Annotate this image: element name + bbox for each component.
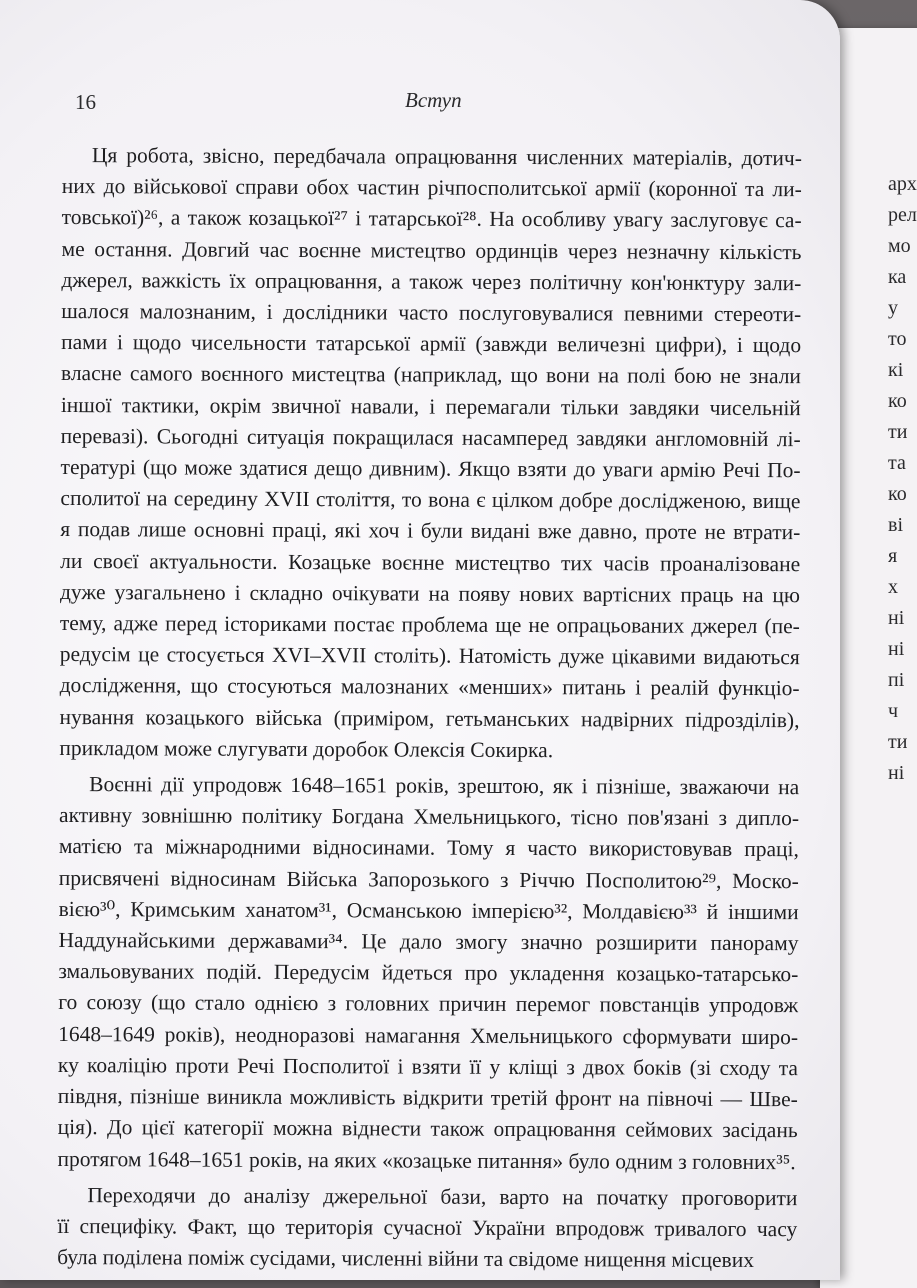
text-line: тему, адже перед істориками постає проблема ще не опрацьованих джерел (пе-	[59, 611, 800, 639]
text-line: іншої тактики, окрім звичної навали, і перемагали тільки завдяки чисельній	[60, 392, 801, 420]
text-line: пами і щодо чисельности татарської армії (завжди величезні цифри), і щодо	[61, 330, 802, 358]
facing-page-fragment: ні	[888, 607, 905, 629]
facing-page-fragment: я	[888, 545, 898, 567]
text-line: ме остання. Довгий час воєнне мистецтво ординців через незначну кількість	[61, 236, 802, 264]
text-line: півдня, пізніше виникла можливість відкрити третій фронт на півночі — Шве-	[57, 1084, 798, 1112]
paragraph	[57, 1180, 797, 1277]
text-line: її специфіку. Факт, що територія сучасної України впродовж тривалого часу	[57, 1213, 798, 1242]
paragraph	[59, 140, 802, 767]
text-line: Воєнні дії упродовж 1648–1651 років, зрештою, як і пізніше, зважаючи на	[89, 772, 800, 800]
facing-page-fragment: мо	[888, 235, 911, 257]
facing-page-fragment: кі	[888, 359, 904, 381]
text-line: я подав лише основні праці, які хоч і були видані вже давно, проте не втрати-	[60, 517, 801, 545]
text-line: дослідження, що стосуються малознаних «менших» питань і реалій функціо-	[59, 673, 800, 701]
text-line: була поділена поміж сусідами, численні війни та свідоме нищення місцевих	[57, 1245, 755, 1273]
text-line: ли своєї актуальности. Козацьке воєнне мистецтво тих часів проаналізоване	[60, 548, 801, 576]
text-line: Наддунайськими державами³⁴. Це дало змогу значно розширити панораму	[58, 928, 799, 956]
text-line: нування козацького війська (приміром, гетьманських надвірних підрозділів),	[59, 704, 800, 732]
facing-page-fragment: ти	[888, 731, 908, 753]
facing-page-fragment: та	[888, 452, 906, 474]
text-line: редусім це стосується XVI–XVII століть). Натомість дуже цікавими видаються	[59, 642, 800, 670]
text-line: Ця робота, звісно, передбачала опрацювання численних матеріалів, дотич-	[91, 143, 802, 171]
facing-page-fragment: ти	[888, 421, 908, 443]
text-line: дуже узагальнено і складно очікувати на появу нових вартісних праць на цю	[59, 579, 801, 608]
facing-page-fragment: ні	[888, 762, 905, 784]
facing-page-fragment: пі	[888, 669, 905, 691]
text-line: тературі (що може здатися дещо дивним). Якщо взяти до уваги армію Речі По-	[60, 455, 801, 483]
facing-page-fragment: ка	[888, 266, 907, 288]
body-text	[57, 140, 802, 1282]
facing-page-fragment: рел	[888, 204, 917, 226]
facing-page-fragment: ч	[888, 700, 899, 722]
text-line: шалося малознаним, і дослідники часто послуговувалися певними стереоти-	[61, 299, 802, 327]
text-line: матією та міжнародними відносинами. Тому я часто використовував праці,	[58, 834, 799, 862]
text-line: активну зовнішню політику Богдана Хмельницького, тісно пов'язані з дипло-	[59, 803, 800, 831]
facing-page-fragment: то	[888, 328, 907, 350]
text-line: товської)²⁶, а також козацької²⁷ і татарської²⁸. На особливу увагу заслуговує са-	[61, 205, 802, 233]
facing-page-fragment: ко	[888, 483, 907, 505]
text-line: джерел, важкість їх опрацювання, а також через політичну кон'юнктуру зали-	[61, 267, 802, 296]
facing-page-fragment: у	[888, 297, 898, 319]
text-line: ку коаліцію проти Речі Посполитої і взяти її у кліщі з двох боків (зі сходу та	[57, 1052, 799, 1081]
text-line: змальовуваних подій. Передусім йдеться про укладення козацько-татарсько-	[58, 959, 799, 987]
text-line: сполитої на середину XVII століття, то вона є цілком добре дослідженою, вище	[60, 486, 801, 514]
text-line: го союзу (що стало однією з головних причин перемог повстанців упродовж	[58, 990, 799, 1018]
running-head: Вступ	[405, 88, 462, 112]
text-line: протягом 1648–1651 років, на яких «козацьке питання» було одним з головних³⁵.	[57, 1146, 796, 1174]
text-line: них до військової справи обох частин річпосполитської армії (коронної та ли-	[61, 174, 802, 202]
facing-page-fragment: х	[888, 576, 898, 598]
text-line: перевазі). Сьогодні ситуація покращилася насамперед завдяки англомовній лі-	[60, 423, 801, 452]
paragraph	[57, 769, 799, 1178]
text-line: вією³⁰, Кримським ханатом³¹, Османською імперією³², Молдавією³³ й іншими	[58, 896, 799, 925]
text-line: Переходячи до аналізу джерельної бази, варто на початку проговорити	[87, 1182, 798, 1210]
text-line: прикладом може слугувати доробок Олексія Сокирка.	[59, 735, 554, 763]
page-number: 16	[75, 90, 96, 114]
text-line: присвячені відносинам Війська Запорозького з Річчю Посполитою²⁹, Моско-	[58, 865, 799, 893]
text-line: 1648–1649 років), неодноразові намагання Хмельницького сформувати широ-	[58, 1021, 799, 1049]
text-line: власне самого воєнного мистецтва (наприклад, що вони на полі бою не знали	[60, 361, 802, 389]
facing-page-fragment: ко	[888, 390, 907, 412]
text-line: ція). До цієї категорії можна віднести також опрацювання сеймових засідань	[57, 1115, 798, 1143]
facing-page-fragment: арх	[888, 173, 917, 195]
facing-page-fragment: ві	[888, 514, 903, 536]
facing-page-fragment: ні	[888, 638, 905, 660]
